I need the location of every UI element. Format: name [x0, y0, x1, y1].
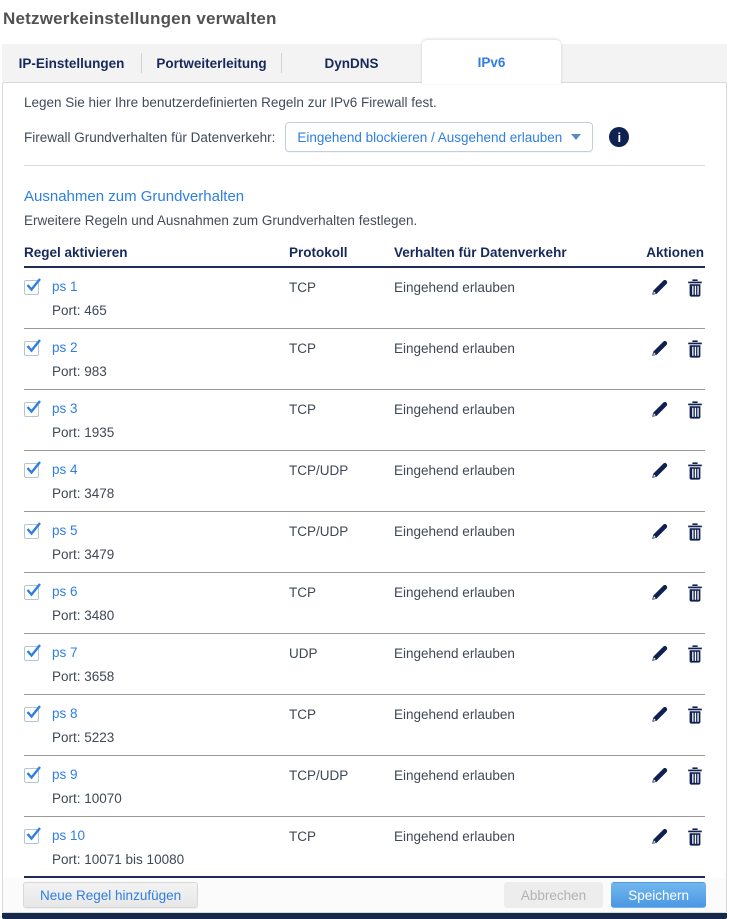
rule-behavior: Eingehend erlauben	[394, 829, 515, 844]
rule-name-link[interactable]: ps 3	[52, 401, 78, 416]
firewall-behavior-selected-value: Eingehend blockieren / Ausgehend erlauben	[297, 129, 563, 145]
tab-ip-einstellungen[interactable]: IP-Einstellungen	[18, 55, 125, 71]
rule-protocol: TCP	[289, 585, 316, 600]
edit-rule-button[interactable]	[651, 340, 668, 358]
rule-name-link[interactable]: ps 9	[52, 767, 78, 782]
rule-enabled-checkbox[interactable]	[24, 768, 39, 783]
rule-name-link[interactable]: ps 7	[52, 645, 78, 660]
edit-rule-button[interactable]	[651, 767, 668, 785]
checkmark-icon	[26, 522, 42, 536]
exceptions-description: Erweitere Regeln und Ausnahmen zum Grundverhalten festlegen.	[24, 213, 418, 228]
rules-table-header	[24, 245, 705, 268]
firewall-behavior-label: Firewall Grundverhalten für Datenverkehr:	[24, 129, 276, 145]
table-row	[24, 756, 705, 817]
rule-behavior: Eingehend erlauben	[394, 707, 515, 722]
rule-enabled-checkbox[interactable]	[24, 829, 39, 844]
rule-port-label: Port: 3479	[52, 547, 115, 562]
edit-icon	[651, 706, 668, 723]
rule-name-link[interactable]: ps 8	[52, 706, 78, 721]
edit-icon	[651, 523, 668, 540]
rule-name-link[interactable]: ps 1	[52, 279, 78, 294]
delete-rule-button[interactable]	[687, 462, 703, 480]
delete-rule-button[interactable]	[687, 706, 703, 724]
rules-table-body	[24, 268, 705, 878]
rule-name-link[interactable]: ps 10	[52, 828, 86, 843]
rule-protocol: TCP	[289, 280, 316, 295]
delete-rule-button[interactable]	[687, 401, 703, 419]
tab-portweiterleitung[interactable]: Portweiterleitung	[156, 55, 267, 71]
edit-rule-button[interactable]	[651, 828, 668, 846]
checkmark-icon	[26, 339, 42, 353]
delete-icon	[687, 279, 703, 297]
page-title: Netzwerkeinstellungen verwalten	[3, 9, 277, 28]
rule-name-link[interactable]: ps 6	[52, 584, 78, 599]
table-row	[24, 817, 705, 878]
delete-rule-button[interactable]	[687, 645, 703, 663]
checkmark-icon	[26, 400, 42, 414]
info-icon[interactable]: i	[609, 127, 629, 147]
delete-icon	[687, 767, 703, 785]
delete-rule-button[interactable]	[687, 340, 703, 358]
section-divider	[24, 165, 705, 166]
checkmark-icon	[26, 278, 42, 292]
firewall-behavior-select[interactable]	[285, 122, 593, 152]
rule-protocol: TCP	[289, 402, 316, 417]
table-row	[24, 573, 705, 634]
table-row	[24, 390, 705, 451]
delete-icon	[687, 401, 703, 419]
rule-enabled-checkbox[interactable]	[24, 341, 39, 356]
tab-bar	[2, 44, 727, 82]
cancel-button[interactable]: Abbrechen	[504, 882, 603, 908]
rule-enabled-checkbox[interactable]	[24, 646, 39, 661]
rule-port-label: Port: 5223	[52, 730, 115, 745]
rule-behavior: Eingehend erlauben	[394, 585, 515, 600]
column-header-enable: Regel aktivieren	[24, 245, 128, 260]
rule-port-label: Port: 3478	[52, 486, 115, 501]
edit-rule-button[interactable]	[651, 462, 668, 480]
rule-behavior: Eingehend erlauben	[394, 402, 515, 417]
edit-rule-button[interactable]	[651, 645, 668, 663]
table-row	[24, 695, 705, 756]
edit-rule-button[interactable]	[651, 584, 668, 602]
edit-icon	[651, 279, 668, 296]
rule-enabled-checkbox[interactable]	[24, 585, 39, 600]
delete-icon	[687, 706, 703, 724]
edit-icon	[651, 828, 668, 845]
rule-protocol: TCP	[289, 829, 316, 844]
rule-protocol: UDP	[289, 646, 318, 661]
add-rule-button[interactable]: Neue Regel hinzufügen	[23, 882, 198, 908]
save-button[interactable]: Speichern	[611, 882, 706, 908]
rule-name-link[interactable]: ps 2	[52, 340, 78, 355]
rule-behavior: Eingehend erlauben	[394, 463, 515, 478]
rule-protocol: TCP/UDP	[289, 524, 349, 539]
delete-rule-button[interactable]	[687, 828, 703, 846]
rule-port-label: Port: 465	[52, 303, 107, 318]
rule-protocol: TCP/UDP	[289, 463, 349, 478]
delete-icon	[687, 584, 703, 602]
rule-port-label: Port: 3480	[52, 608, 115, 623]
rule-name-link[interactable]: ps 4	[52, 462, 78, 477]
table-row	[24, 451, 705, 512]
edit-rule-button[interactable]	[651, 706, 668, 724]
delete-icon	[687, 828, 703, 846]
rule-port-label: Port: 10070	[52, 791, 122, 806]
delete-rule-button[interactable]	[687, 767, 703, 785]
edit-icon	[651, 645, 668, 662]
rule-behavior: Eingehend erlauben	[394, 341, 515, 356]
edit-rule-button[interactable]	[651, 401, 668, 419]
intro-text: Legen Sie hier Ihre benutzerdefinierten Regeln zur IPv6 Firewall fest.	[24, 95, 437, 110]
rule-protocol: TCP/UDP	[289, 768, 349, 783]
delete-icon	[687, 523, 703, 541]
column-header-behavior: Verhalten für Datenverkehr	[394, 245, 567, 260]
table-row	[24, 512, 705, 573]
rule-port-label: Port: 1935	[52, 425, 115, 440]
delete-icon	[687, 340, 703, 358]
rule-protocol: TCP	[289, 341, 316, 356]
table-row	[24, 268, 705, 329]
checkmark-icon	[26, 644, 42, 658]
rule-behavior: Eingehend erlauben	[394, 768, 515, 783]
rule-enabled-checkbox[interactable]	[24, 707, 39, 722]
rule-port-label: Port: 10071 bis 10080	[52, 852, 185, 867]
rule-enabled-checkbox[interactable]	[24, 463, 39, 478]
checkmark-icon	[26, 766, 42, 780]
checkmark-icon	[26, 461, 42, 475]
edit-icon	[651, 462, 668, 479]
rule-enabled-checkbox[interactable]	[24, 280, 39, 295]
delete-rule-button[interactable]	[687, 523, 703, 541]
delete-icon	[687, 645, 703, 663]
footer-bar	[3, 878, 726, 912]
rule-enabled-checkbox[interactable]	[24, 524, 39, 539]
tab-dyndns[interactable]: DynDNS	[324, 55, 379, 71]
rule-behavior: Eingehend erlauben	[394, 524, 515, 539]
content-panel	[2, 82, 727, 913]
exceptions-heading: Ausnahmen zum Grundverhalten	[24, 188, 245, 205]
edit-rule-button[interactable]	[651, 523, 668, 541]
delete-icon	[687, 462, 703, 480]
firewall-behavior-row	[24, 122, 705, 152]
rule-behavior: Eingehend erlauben	[394, 280, 515, 295]
table-row	[24, 634, 705, 695]
bottom-navy-bar	[2, 913, 727, 919]
edit-icon	[651, 584, 668, 601]
rule-behavior: Eingehend erlauben	[394, 646, 515, 661]
rule-enabled-checkbox[interactable]	[24, 402, 39, 417]
rule-name-link[interactable]: ps 5	[52, 523, 78, 538]
chevron-down-icon	[571, 134, 581, 140]
checkmark-icon	[26, 705, 42, 719]
rule-port-label: Port: 3658	[52, 669, 115, 684]
delete-rule-button[interactable]	[687, 584, 703, 602]
delete-rule-button[interactable]	[687, 279, 703, 297]
column-header-protocol: Protokoll	[289, 245, 348, 260]
edit-icon	[651, 401, 668, 418]
rule-port-label: Port: 983	[52, 364, 107, 379]
checkmark-icon	[26, 583, 42, 597]
edit-icon	[651, 767, 668, 784]
tab-ipv6[interactable]: IPv6	[422, 40, 561, 84]
table-row	[24, 329, 705, 390]
checkmark-icon	[26, 827, 42, 841]
edit-rule-button[interactable]	[651, 279, 668, 297]
edit-icon	[651, 340, 668, 357]
rule-protocol: TCP	[289, 707, 316, 722]
column-header-actions: Aktionen	[646, 245, 704, 260]
